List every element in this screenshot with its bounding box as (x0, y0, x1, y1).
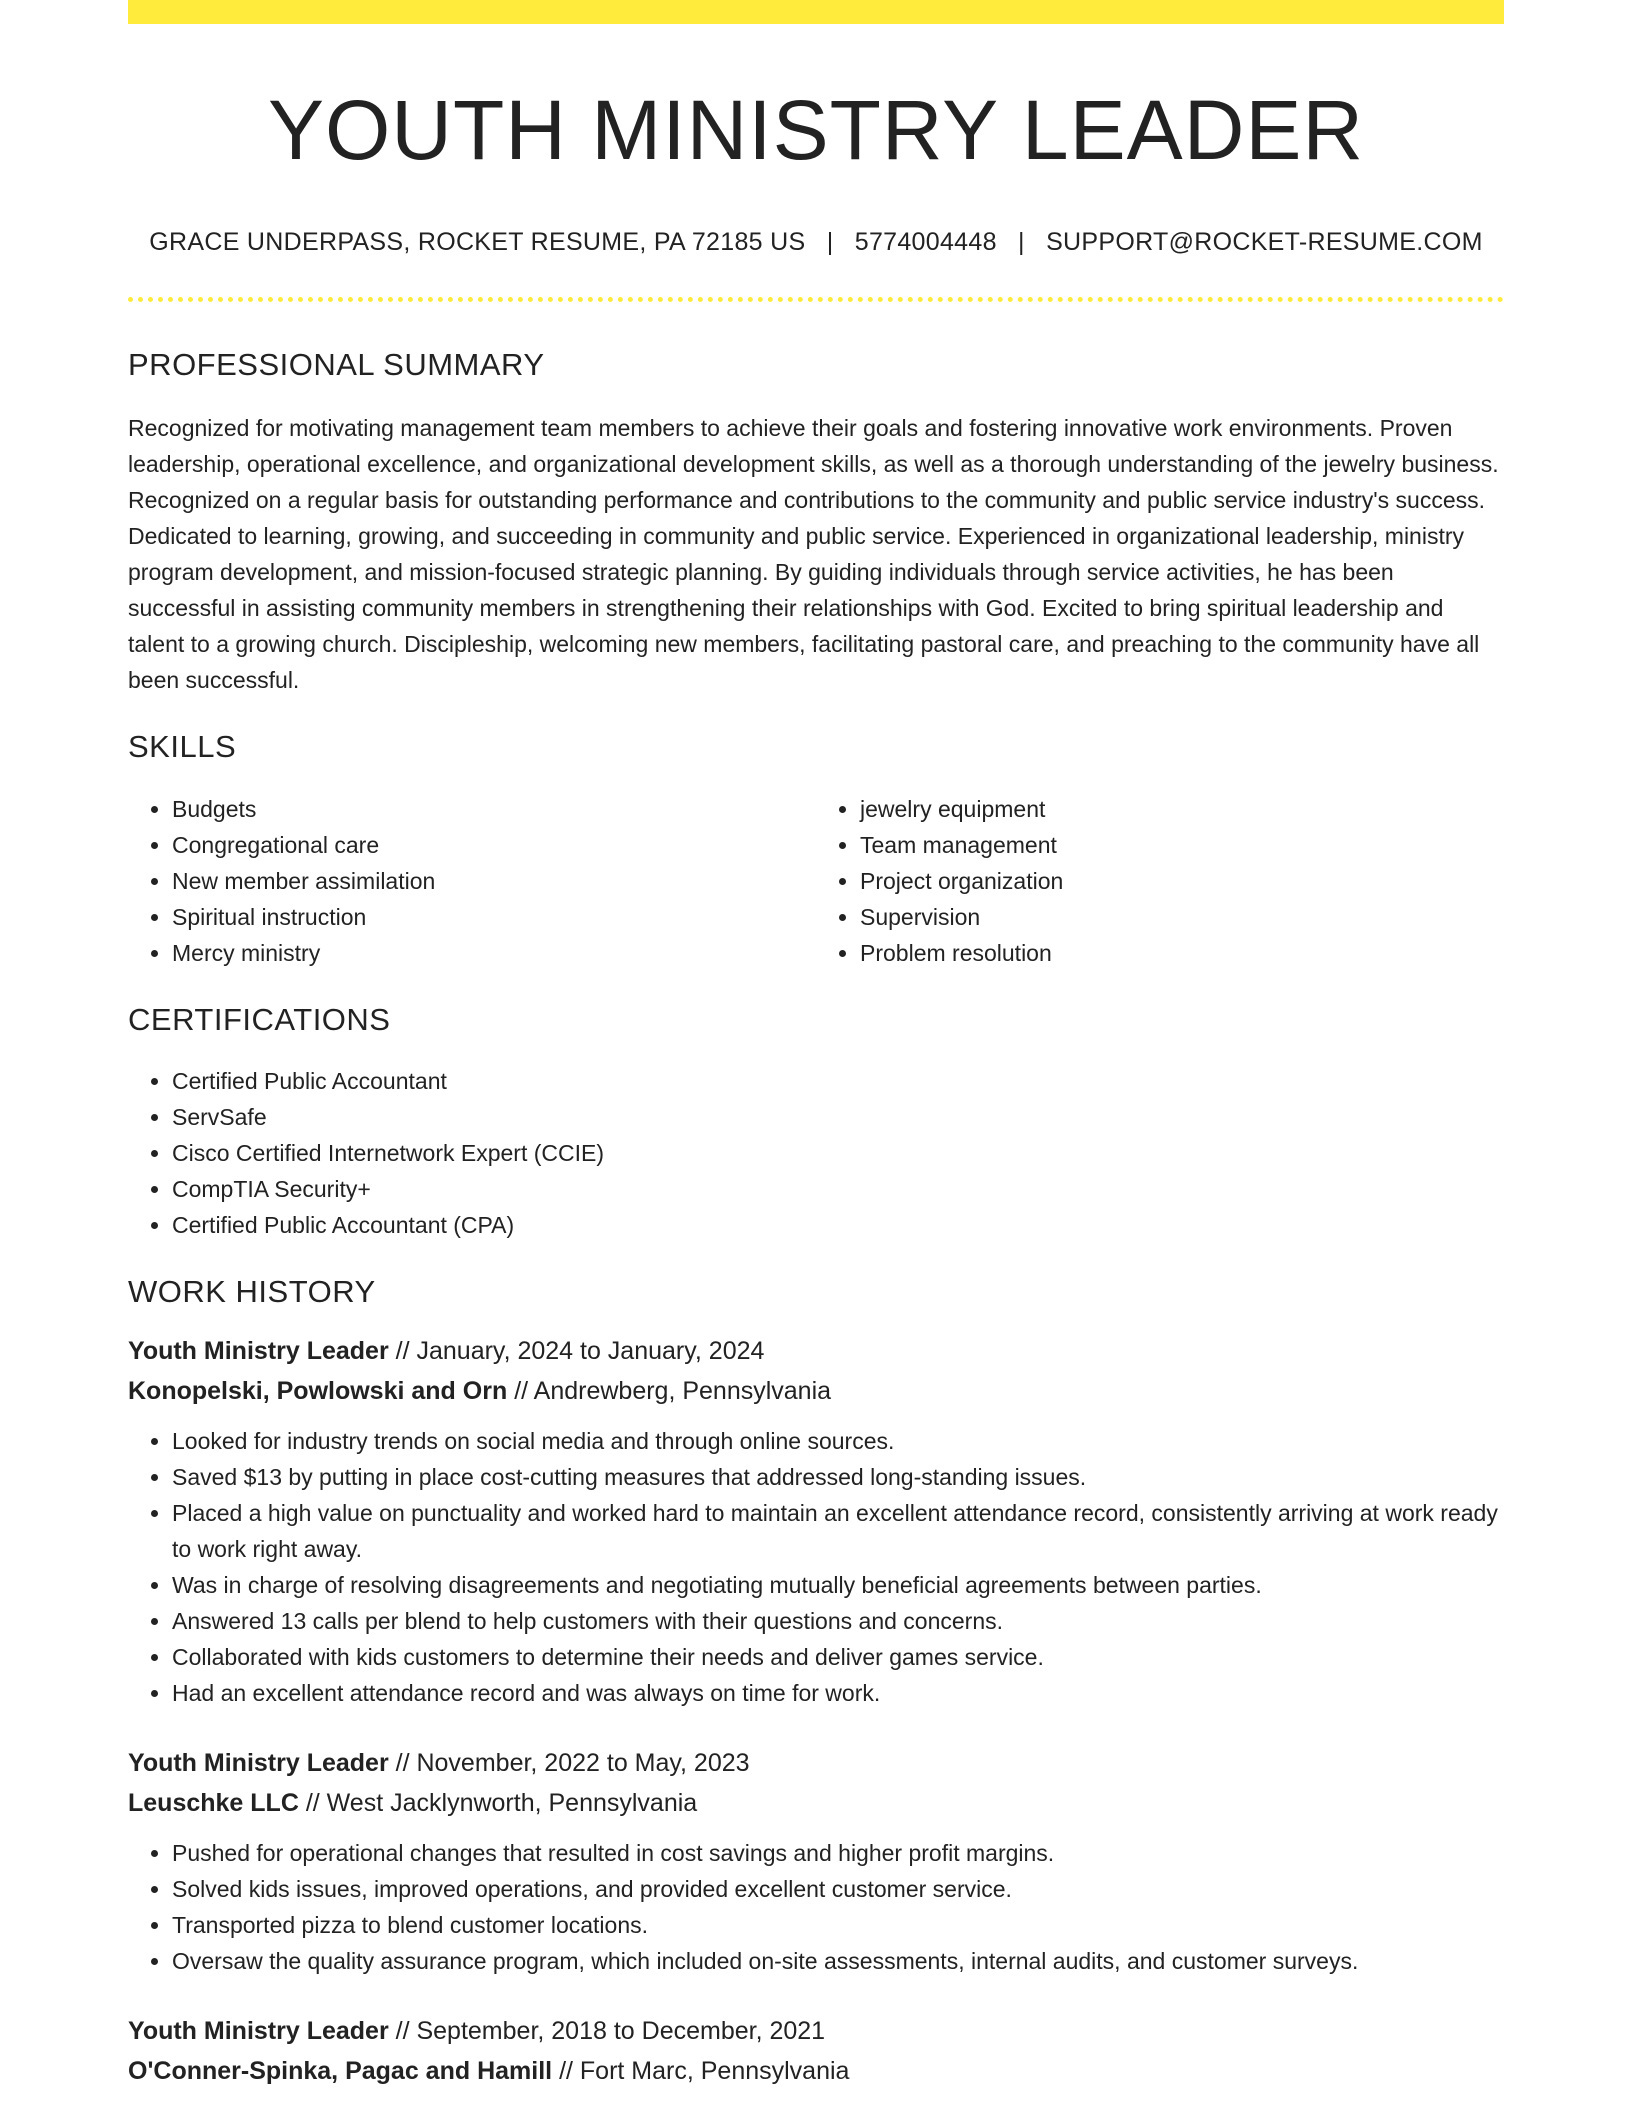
dotted-divider (128, 297, 1504, 302)
certification-item: • Cisco Certified Internetwork Expert (CCIE) (172, 1135, 1504, 1171)
job-company: Konopelski, Powlowski and Orn (128, 1376, 508, 1405)
skill-item: • Budgets (172, 791, 816, 827)
skill-item: • Supervision (860, 899, 1504, 935)
job-title: Youth Ministry Leader (128, 1748, 389, 1777)
job-location: // Andrewberg, Pennsylvania (514, 1376, 832, 1405)
certifications-heading: CERTIFICATIONS (128, 1001, 391, 1037)
skills-list-left (128, 791, 816, 971)
skill-item: • Spiritual instruction (172, 899, 816, 935)
job-title: Youth Ministry Leader (128, 1336, 389, 1365)
job-company: Leuschke LLC (128, 1788, 299, 1817)
resume-title: YOUTH MINISTRY LEADER (267, 83, 1365, 177)
skill-item: • Problem resolution (860, 935, 1504, 971)
job-bullet: • Solved kids issues, improved operations, and provided excellent customer service. (172, 1871, 1504, 1907)
job-entry (128, 2011, 1504, 2091)
job-bullet: • Collaborated with kids customers to determine their needs and deliver games service. (172, 1639, 1504, 1675)
contact-separator: | (826, 228, 834, 257)
contact-email: SUPPORT@ROCKET-RESUME.COM (1046, 228, 1483, 257)
skill-item: • Congregational care (172, 827, 816, 863)
job-dates: // January, 2024 to January, 2024 (395, 1336, 765, 1365)
job-title-line (128, 1743, 1504, 1783)
job-company-line (128, 2051, 1504, 2091)
resume-page (128, 0, 1504, 2091)
certification-item: • CompTIA Security+ (172, 1171, 1504, 1207)
work-history-heading: WORK HISTORY (128, 1273, 376, 1309)
certification-item: • ServSafe (172, 1099, 1504, 1135)
job-bullet: • Saved $13 by putting in place cost-cutting measures that addressed long-standing issues. (172, 1459, 1504, 1495)
job-bullet: • Oversaw the quality assurance program, which included on-site assessments, internal audits, and customer surveys. (172, 1943, 1504, 1979)
skills-heading: SKILLS (128, 729, 237, 765)
job-bullet: • Transported pizza to blend customer locations. (172, 1907, 1504, 1943)
certification-item: • Certified Public Accountant (172, 1063, 1504, 1099)
job-bullet: • Looked for industry trends on social media and through online sources. (172, 1423, 1504, 1459)
job-title-line (128, 1331, 1504, 1371)
job-bullets (128, 1423, 1504, 1711)
job-bullets (128, 1835, 1504, 1979)
job-title-line (128, 2011, 1504, 2051)
skill-item: • jewelry equipment (860, 791, 1504, 827)
certifications-list (128, 1063, 1504, 1243)
contact-address: GRACE UNDERPASS, ROCKET RESUME, PA 72185 US (149, 228, 806, 257)
job-title: Youth Ministry Leader (128, 2016, 389, 2045)
contact-phone: 5774004448 (854, 228, 997, 257)
skill-item: • Mercy ministry (172, 935, 816, 971)
skill-item: • New member assimilation (172, 863, 816, 899)
job-dates: // September, 2018 to December, 2021 (395, 2016, 826, 2045)
job-company-line (128, 1371, 1504, 1411)
skills-columns (128, 765, 1504, 971)
job-entry (128, 1743, 1504, 1979)
job-bullet: • Answered 13 calls per blend to help customers with their questions and concerns. (172, 1603, 1504, 1639)
job-entry (128, 1331, 1504, 1711)
skill-item: • Team management (860, 827, 1504, 863)
job-company: O'Conner-Spinka, Pagac and Hamill (128, 2056, 553, 2085)
top-accent-bar (128, 0, 1504, 24)
certification-item: • Certified Public Accountant (CPA) (172, 1207, 1504, 1243)
contact-line (128, 228, 1504, 257)
summary-heading: PROFESSIONAL SUMMARY (128, 347, 545, 383)
skills-list-right (816, 791, 1504, 971)
job-location: // Fort Marc, Pennsylvania (559, 2056, 850, 2085)
job-bullet: • Was in charge of resolving disagreements and negotiating mutually beneficial agreements between parties. (172, 1567, 1504, 1603)
job-bullet: • Pushed for operational changes that resulted in cost savings and higher profit margins. (172, 1835, 1504, 1871)
job-bullet: • Placed a high value on punctuality and worked hard to maintain an excellent attendance record, consistently arriving at work ready to work right away. (172, 1495, 1504, 1567)
skill-item: • Project organization (860, 863, 1504, 899)
job-location: // West Jacklynworth, Pennsylvania (305, 1788, 698, 1817)
contact-separator: | (1018, 228, 1025, 257)
job-company-line (128, 1783, 1504, 1823)
job-bullet: • Had an excellent attendance record and was always on time for work. (172, 1675, 1504, 1711)
summary-text: Recognized for motivating management team members to achieve their goals and fostering innovative work environments. Proven leadership, operational excellence, and organizational development skills, as well as a thorough understanding of the jewelry business. Recognized on a regular basis for outstanding performance and contributions to the community and public service industry's success. Dedicated to learning, growing, and succeeding in community and public service. Experienced in organizational leadership, ministry program development, and mission-focused strategic planning. By guiding individuals through service activities, he has been successful in assisting community members in strengthening their relationships with God. Excited to bring spiritual leadership and talent to a growing church. Discipleship, welcoming new members, facilitating pastoral care, and preaching to the community have all been successful. (128, 415, 1499, 694)
job-dates: // November, 2022 to May, 2023 (395, 1748, 750, 1777)
